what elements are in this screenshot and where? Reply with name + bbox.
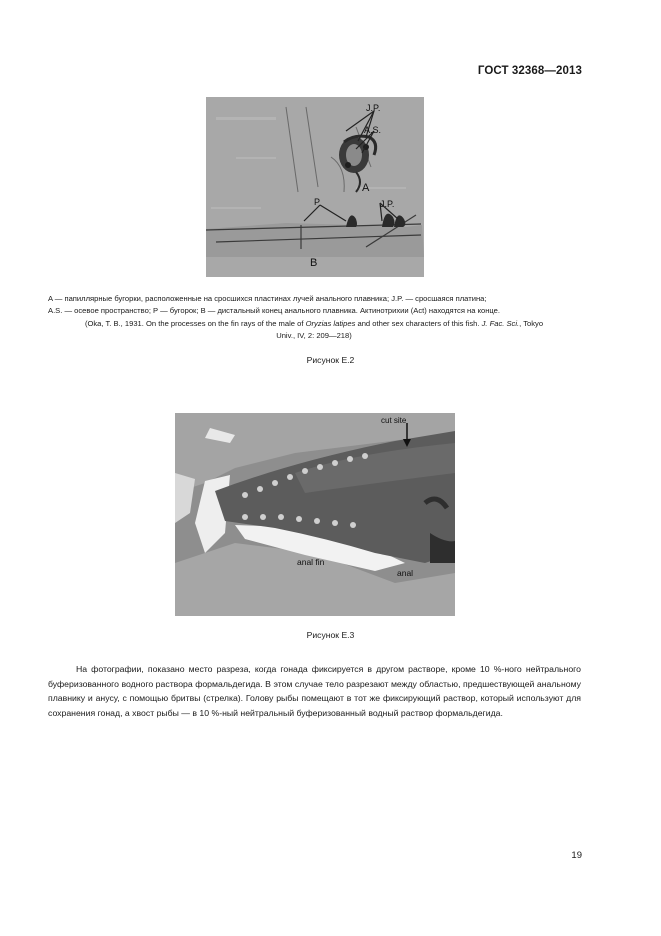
- fin-process-illustration: [206, 97, 424, 277]
- fish-cut-site-photo: [175, 413, 455, 616]
- caption-line-3: (Oka, T. B., 1931. On the processes on the fin rays of the male of Oryzias latipes and other sex characters of this fish. J. Fac. Sci., Tokyo: [84, 318, 544, 328]
- label-as: A.S.: [364, 125, 382, 135]
- caption-line-4: Univ., IV, 2: 209—218): [276, 330, 352, 340]
- document-standard-header: ГОСТ 32368—2013: [477, 65, 582, 77]
- label-p: P: [314, 197, 321, 207]
- label-jp-bottom: J.P.: [380, 199, 395, 209]
- label-a: A: [362, 182, 370, 194]
- label-cut-site: cut site: [381, 416, 407, 425]
- body-paragraph: [48, 662, 581, 720]
- figure-e3-photo: [175, 413, 455, 616]
- species-name: Oryzias latipes: [305, 318, 356, 328]
- label-anal-fin: anal fin: [297, 557, 325, 567]
- journal-name: J. Fac. Sci.: [481, 318, 520, 328]
- label-anal: anal: [397, 568, 414, 578]
- caption-line-1: A — папиллярные бугорки, расположенные на сросшихся пластинах лучей анального плавника; J.P. — сросшаяся платина;: [48, 294, 487, 303]
- figure-e2-caption: [48, 293, 580, 342]
- figure-e3-title: Рисунок Е.3: [306, 630, 355, 640]
- label-jp-top: J.P.: [366, 103, 381, 113]
- body-paragraph-text: На фотографии, показано место разреза, когда гонада фиксируется в другом растворе, кроме 10 %-ного нейтрального буферизованного водного раствора формальдегида. В этом случае тело разрезают между областью, предшествующей анальному плавнику и анусу, с помощью бритвы (стрелка). Голову рыбы помещают в тот же фиксирующий раствор, который используют для сохранения гонад, а хвост рыбы — в 10 %-ный нейтральный буферизованный водный раствор формальдегида.: [48, 664, 581, 718]
- figure-e2-drawing: [206, 97, 424, 277]
- label-b: B: [310, 257, 318, 269]
- figure-e2-title: Рисунок Е.2: [306, 355, 355, 365]
- page-number: 19: [571, 850, 582, 861]
- caption-line-2: A.S. — осевое пространство; P — бугорок; B — дистальный конец анального плавника. Актинотрихии (Act) находятся на конце.: [48, 306, 500, 316]
